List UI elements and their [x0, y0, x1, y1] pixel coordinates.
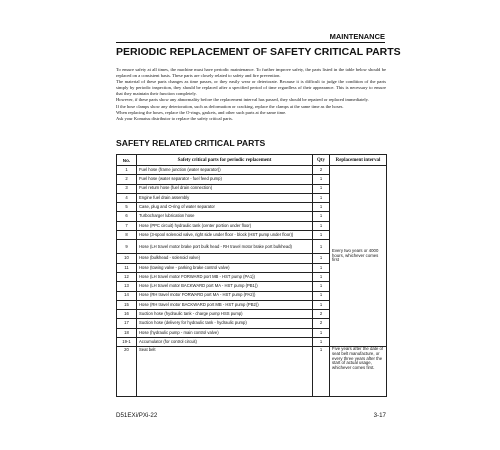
row-number: 6 [117, 212, 137, 221]
row-number: 7 [117, 221, 137, 230]
row-quantity: 1 [313, 184, 330, 193]
intro-paragraph: To ensure safety at all times, the machine must have periodic maintenance. To further improve safety, the parts listed in the table below should be replaced on a consistent basis. These parts are closely related to safety and fire prevention. [116, 67, 386, 79]
column-header-qty: Qty [313, 155, 330, 166]
footer-page-number: 3-17 [373, 412, 386, 419]
row-description: Hose (towing valve - parking brake control valve) [137, 263, 313, 272]
row-description: Fuel return hose (fuel drain connection) [137, 184, 313, 193]
row-quantity: 1 [313, 240, 330, 254]
row-number: 14 [117, 291, 137, 300]
row-number: 20 [117, 347, 137, 397]
row-number: 1 [117, 166, 137, 175]
row-number: 15 [117, 300, 137, 309]
row-description: Hose (hydraulic pump - main control valve) [137, 328, 313, 337]
row-quantity: 1 [313, 347, 330, 397]
footer-model: D51EXi/PXi-22 [116, 412, 158, 419]
row-description: Seat belt [137, 347, 313, 397]
table-row [117, 347, 387, 397]
row-description: Hose (LH travel motor BACKWARD port MA - HST pump (PB1)) [137, 282, 313, 291]
row-quantity: 2 [313, 166, 330, 175]
row-description: Hose (RH travel motor BACKWARD port MB - HST pump (PB2)) [137, 300, 313, 309]
row-number: 2 [117, 175, 137, 184]
row-quantity: 1 [313, 300, 330, 309]
row-description: Hose (PPC circuit) hydraulic tank (center portion under floor) [137, 221, 313, 230]
row-quantity: 1 [313, 203, 330, 212]
row-number: 18 [117, 328, 137, 337]
intro-text [116, 67, 386, 122]
row-number: 5 [117, 203, 137, 212]
intro-paragraph: The material of these parts changes as time passes, or they easily wear or deteriorate. Because it is difficult to judge the condition of the parts simply by periodic inspection, they should be replaced after a specified period of time regardless of their appearance. This is necessary to ensure that they maintain their function completely. [116, 79, 386, 97]
row-description: Suction hose (delivery for hydraulic tank - hydraulic pump) [137, 319, 313, 328]
row-description: Case, plug and O-ring of water separator [137, 203, 313, 212]
section-header: MAINTENANCE [329, 32, 385, 41]
intro-paragraph: Ask your Komatsu distributor to replace the safety critical parts. [116, 115, 233, 121]
row-description: Hose (LH travel motor brake port bulk head - RH travel motor brake port bulkhead) [137, 240, 313, 254]
row-description: Engine fuel drain assembly [137, 193, 313, 202]
intro-paragraph: However, if these parts show any abnormality before the replacement interval has passed, they should be repaired or replaced immediately. [116, 97, 369, 103]
row-quantity: 1 [313, 291, 330, 300]
interval-main: Every two years or 4000 hours, whichever comes first [330, 166, 387, 347]
row-quantity: 1 [313, 338, 330, 347]
row-description: Turbocharger lubrication hose [137, 212, 313, 221]
row-description: Fuel hose (frame junction (water separator)) [137, 166, 313, 175]
row-quantity: 1 [313, 193, 330, 202]
row-number: 8 [117, 231, 137, 240]
interval-seatbelt: Five years after the date of seat belt manufacture, or every three years after the start of actual usage, whichever comes first. [330, 347, 387, 397]
row-number: 4 [117, 193, 137, 202]
row-number: 12 [117, 272, 137, 281]
row-description: Fuel hose (water separator - fuel feed pump) [137, 175, 313, 184]
header-rule [116, 42, 385, 43]
row-number: 3 [117, 184, 137, 193]
column-header-description: Safety critical parts for periodic replacement [137, 155, 313, 166]
row-number: 9 [117, 240, 137, 254]
row-quantity: 1 [313, 175, 330, 184]
table-row [117, 166, 387, 175]
column-header-no: No. [117, 155, 137, 166]
intro-paragraph: When replacing the hoses, replace the O-rings, gaskets, and other such parts at the same time. [116, 109, 287, 115]
row-description: Hose (3-spool solenoid valve, right side under floor - block (HST pump under floor)) [137, 231, 313, 240]
row-quantity: 1 [313, 263, 330, 272]
row-quantity: 2 [313, 310, 330, 319]
intro-paragraph: If the hose clamps show any deterioration, such as deformation or cracking, replace the clamps at the same time as the hoses. [116, 103, 344, 109]
row-number: 19-1 [117, 338, 137, 347]
row-number: 17 [117, 319, 137, 328]
row-description: Accumulator (for control circuit) [137, 338, 313, 347]
row-quantity: 1 [313, 282, 330, 291]
row-number: 16 [117, 310, 137, 319]
row-description: Hose (LH travel motor FORWARD port MB - HST pump (PA1)) [137, 272, 313, 281]
row-number: 10 [117, 254, 137, 263]
row-description: Suction hose (hydraulic tank - charge pump HSS pump) [137, 310, 313, 319]
row-quantity: 1 [313, 328, 330, 337]
section-subtitle: SAFETY RELATED CRITICAL PARTS [116, 138, 266, 148]
row-description: Hose (RH travel motor FORWARD port MA - HST pump (PA2)) [137, 291, 313, 300]
row-quantity: 1 [313, 231, 330, 240]
table-header-row [117, 155, 387, 166]
row-quantity: 1 [313, 272, 330, 281]
page-title: PERIODIC REPLACEMENT OF SAFETY CRITICAL PARTS [116, 46, 401, 58]
row-quantity: 1 [313, 221, 330, 230]
column-header-interval: Replacement interval [330, 155, 387, 166]
row-number: 11 [117, 263, 137, 272]
row-quantity: 2 [313, 319, 330, 328]
row-description: Hose (bulkhead - solenoid valve) [137, 254, 313, 263]
row-number: 13 [117, 282, 137, 291]
row-quantity: 1 [313, 254, 330, 263]
safety-parts-table [116, 154, 387, 397]
row-quantity: 1 [313, 212, 330, 221]
